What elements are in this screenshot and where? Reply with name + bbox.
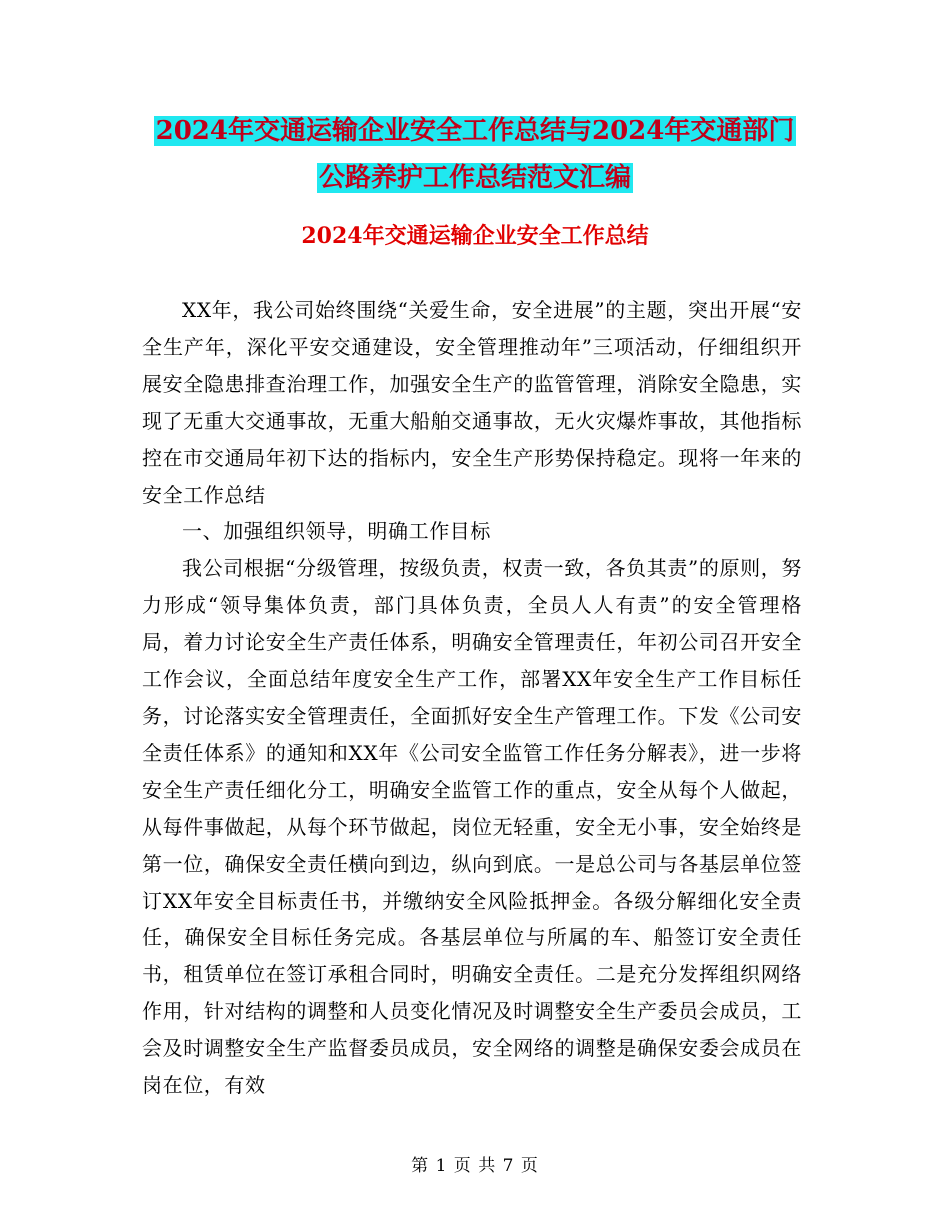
document-title-line-1: [0, 108, 950, 155]
document-title: [0, 108, 950, 202]
section-title: 2024年交通运输企业安全工作总结: [301, 223, 649, 249]
page-footer: 第 1 页 共 7 页: [411, 1156, 539, 1176]
title-highlight: 2024年交通运输企业安全工作总结与2024年交通部门: [155, 116, 795, 146]
paragraph: 我公司根据“分级管理，按级负责，权责一致，各负其责”的原则，努力形成“领导集体负责，部门具体负责，全员人人有责”的安全管理格局，着力讨论安全生产责任体系，明确安全管理责任，年初公司召开安全工作会议，全面总结年度安全生产工作，部署XX年安全生产工作目标任务，讨论落实安全管理责任，全面抓好安全生产管理工作。下发《公司安全责任体系》的通知和XX年《公司安全监管工作任务分解表》，进一步将安全生产责任细化分工，明确安全监管工作的重点，安全从每个人做起，从每件事做起，从每个环节做起，岗位无轻重，安全无小事，安全始终是第一位，确保安全责任横向到边，纵向到底。一是总公司与各基层单位签订XX年安全目标责任书，并缴纳安全风险抵押金。各级分解细化安全责任，确保安全目标任务完成。各基层单位与所属的车、船签订安全责任书，租赁单位在签订承租合同时，明确安全责任。二是充分发挥组织网络作用，针对结构的调整和人员变化情况及时调整安全生产委员会成员，工会及时调整安全生产监督委员成员，安全网络的调整是确保安委会成员在岗在位，有效: [142, 556, 802, 1098]
paragraph-heading: 一、加强组织领导，明确工作目标: [182, 519, 491, 544]
paragraph: XX年，我公司始终围绕“关爱生命，安全进展”的主题，突出开展“安全生产年，深化平安交通建设，安全管理推动年”三项活动，仔细组织开展安全隐患排查治理工作，加强安全生产的监管管理，消除安全隐患，实现了无重大交通事故，无重大船舶交通事故，无火灾爆炸事故，其他指标控在市交通局年初下达的指标内，安全生产形势保持稳定。现将一年来的安全工作总结: [142, 298, 802, 507]
title-highlight: 公路养护工作总结范文汇编: [318, 163, 631, 193]
document-title-line-2: [0, 155, 950, 202]
body-text: [142, 292, 802, 1104]
